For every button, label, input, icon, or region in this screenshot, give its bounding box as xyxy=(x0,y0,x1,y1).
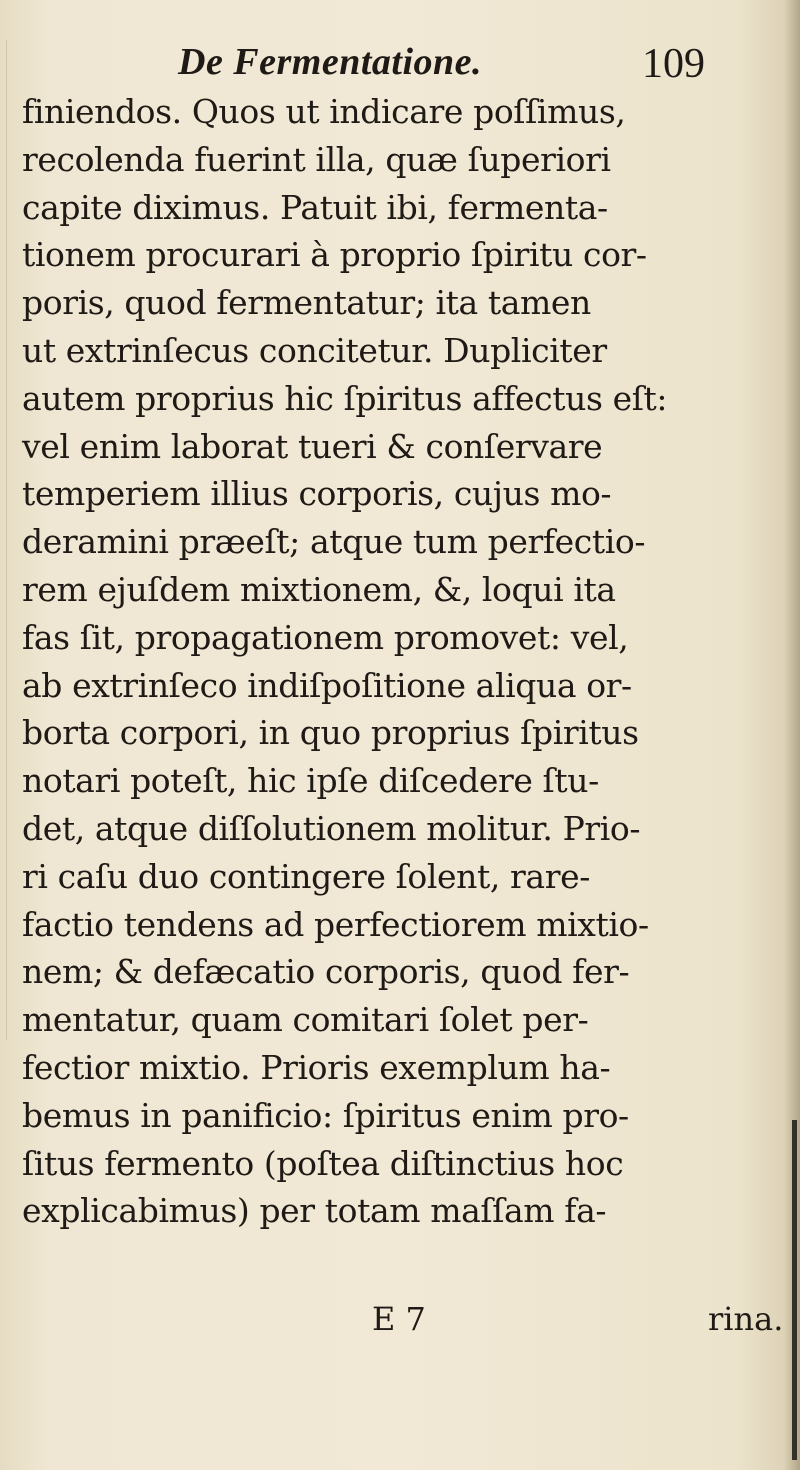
page-footer xyxy=(0,1300,800,1350)
text-line: mentatur, quam comitari ſolet per- xyxy=(22,1000,589,1040)
text-line: borta corpori, in quo proprius ſpiritus xyxy=(22,713,639,753)
text-line: finiendos. Quos ut indicare poſſimus, xyxy=(22,92,626,131)
text-line: poris, quod fermentatur; ita tamen xyxy=(22,283,591,323)
text-line: notari poteſt, hic ipſe diſcedere ſtu- xyxy=(22,761,599,801)
page-header xyxy=(0,32,800,92)
text-line: deramini præeſt; atque tum perfectio- xyxy=(22,522,646,562)
signature-mark: E 7 xyxy=(372,1300,426,1338)
text-line: ab extrinſeco indiſpoſitione aliqua or- xyxy=(22,665,632,705)
text-line: vel enim laborat tueri & conſervare xyxy=(22,426,603,466)
page-number: 109 xyxy=(642,41,705,87)
running-title: De Fermentatione. xyxy=(178,41,483,83)
text-line: nem; & defæcatio corporis, quod fer- xyxy=(22,952,630,992)
text-line: ri caſu duo contingere ſolent, rare- xyxy=(22,856,590,896)
text-line: recolenda fuerint illa, quæ ſuperiori xyxy=(22,139,611,179)
text-line: fas ſit, propagationem promovet: vel, xyxy=(22,617,629,657)
text-line: explicabimus) per totam maſſam fa- xyxy=(22,1191,607,1231)
catchword: rina. xyxy=(708,1300,784,1338)
text-line: autem proprius hic ſpiritus affectus eſt: xyxy=(22,378,668,418)
text-line: rem ejuſdem mixtionem, &, loqui ita xyxy=(22,569,616,609)
text-line: ſitus fermento (poſtea diſtinctius hoc xyxy=(22,1143,624,1183)
text-line: ut extrinſecus concitetur. Dupliciter xyxy=(22,330,607,370)
body-text xyxy=(22,88,794,1235)
text-line: temperiem illius corporis, cujus mo- xyxy=(22,474,612,514)
page-edge-shadow xyxy=(6,40,7,1040)
text-line: tionem procurari à proprio ſpiritu cor- xyxy=(22,235,647,275)
text-line: factio tendens ad perfectiorem mixtio- xyxy=(22,904,649,944)
text-line: capite diximus. Patuit ibi, fermenta- xyxy=(22,187,608,227)
text-line: det, atque diſſolutionem molitur. Prio- xyxy=(22,808,641,848)
text-line: bemus in panificio: ſpiritus enim pro- xyxy=(22,1095,629,1135)
text-line: fectior mixtio. Prioris exemplum ha- xyxy=(22,1047,611,1087)
